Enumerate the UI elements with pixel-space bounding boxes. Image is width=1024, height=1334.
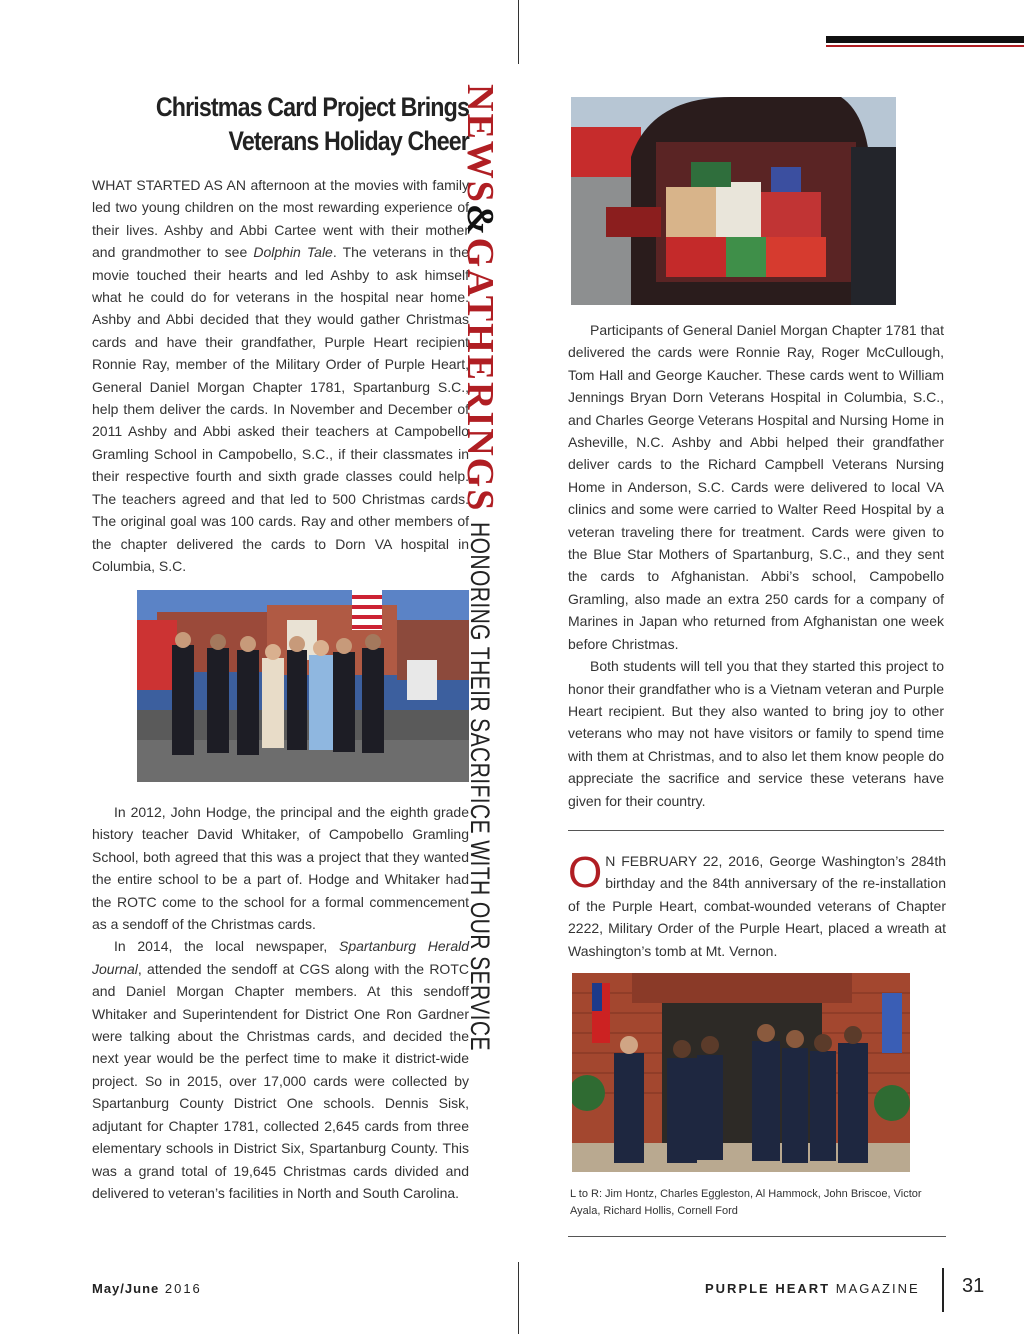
section-title-vertical: [460, 84, 500, 1200]
article-column-2-bottom: [568, 850, 946, 962]
footer-divider: [942, 1268, 944, 1312]
header-rule: [826, 36, 1024, 43]
bottom-rule: [568, 1236, 946, 1237]
headline-line-1: Christmas Card Project Brings: [155, 92, 469, 122]
section-title: NEWS&GATHERINGS: [459, 84, 501, 513]
article-separator: [568, 830, 944, 831]
paragraph-4: Participants of General Daniel Morgan Chapter 1781 that delivered the cards were Ronnie Ray, Roger McCullough, Tom Hall and George Kaucher. These cards went to William Jennings Bryan Dorn Veterans Hospital in Columbia, S.C., and Charles George Veterans Hospital and Nursing Home in Asheville, N.C. Ashby and Abbi helped their grandfather deliver cards to the Richard Campbell Veterans Nursing Home in Anderson, S.C. Cards were delivered to local VA clinics and some were carried to Walter Reed Hospital by a veteran traveling there for treatment. Cards were given to the Blue Star Mothers of Spartanburg, S.C., and they sent the cards to Afghanistan. Abbi’s school, Campobello Gramling, also made an extra 250 cards for a company of Marines in Japan who returned from Afghanistan one week before Christmas.: [568, 322, 944, 652]
paragraph-3-rest: , attended the sendoff at CGS along with the ROTC and Daniel Morgan Chapter members. At this sendoff Whitaker and Superintendent for District One Ron Gardner were talking about the Christmas cards, and decided the next year would be the perfect time to make it district-wide project. So in 2015, over 17,000 cards were collected by Spartanburg County District One schools. Dennis Sisk, adjutant for Chapter 1781, collected 2,645 cards from three elementary schools in District Six, Spartanburg County. This was a grand total of 19,645 Christmas cards divided and delivered to veteran’s facilities in North and South Carolina.: [92, 960, 469, 1201]
newspaper-title: Spartanburg Herald Journal: [92, 938, 469, 977]
page-number: 31: [962, 1275, 985, 1297]
paragraph-5: Both students will tell you that they started this project to honor their grandfather who is a Vietnam veteran and Purple Heart recipient. But they also wanted to bring joy to other veterans who may not have visitors or family to spend time with them at Christmas, and to also let them know people do appreciate the sacrifice and service these veterans have given for their country.: [568, 658, 944, 809]
section-subtitle: HONORING THEIR SACRIFICE WITH OUR SERVICE: [465, 522, 495, 1052]
paragraph-2: In 2012, John Hodge, the principal and the eighth grade history teacher David Whitaker, of Campobello Gramling School, both agreed that this was a project that they wanted the entire school to be a part of. Hodge and Whitaker had the ROTC come to the school for a formal commencement as a sendoff of the Christmas cards.: [92, 804, 469, 933]
paragraph-3-lead: In 2014, the local newspaper,: [114, 938, 340, 955]
paragraph-1-lead: WHAT STARTED AS AN afternoon at the movies with family led two young children on the most rewarding experience of their lives. Ashby and Abbi Cartee went with their mother and grandmother to see: [92, 177, 469, 261]
column-divider-bottom: [518, 1262, 519, 1334]
footer-magazine-name: PURPLE HEART MAGAZINE: [705, 1281, 920, 1296]
header-rule-accent: [826, 45, 1024, 47]
drop-cap: O: [568, 848, 603, 897]
article-headline: [145, 90, 469, 158]
paragraph-6: N FEBRUARY 22, 2016, George Washington’s 284th birthday and the 84th anniversary of the re-installation of the Purple Heart, combat-wounded veterans of Chapter 2222, Military Order of the Purple Heart, placed a wreath at Washington’s tomb at Mt. Vernon.: [568, 853, 946, 959]
article-column-2-top: [568, 319, 944, 812]
article-column-1-top: [92, 174, 469, 577]
article-column-1-bottom: [92, 801, 469, 1204]
movie-title: Dolphin Tale: [253, 244, 333, 261]
footer-issue-date: May/June 2016: [92, 1281, 202, 1296]
column-divider-top: [518, 0, 519, 64]
photo-group-school: [137, 590, 469, 782]
headline-line-2: Veterans Holiday Cheer: [228, 126, 469, 156]
photo-caption: L to R: Jim Hontz, Charles Eggleston, Al Hammock, John Briscoe, Victor Ayala, Richard Hollis, Cornell Ford: [570, 1188, 922, 1217]
photo-veterans-tomb: [572, 973, 910, 1172]
paragraph-1-rest: . The veterans in the movie touched their hearts and led Ashby to ask himself what he could do for veterans in the hospital near home. Ashby and Abbi decided that they would gather Christmas cards and have their grandfather, Purple Heart recipient Ronnie Ray, member of the Military Order of Purple Heart, General Daniel Morgan Chapter 1781, Spartanburg S.C., help them deliver the cards. In November and December of 2011 Ashby and Abbi asked their teachers at Campobello Gramling School in Campobello, S.C., if their classmates in their respective fourth and sixth grade classes could help. The teachers agreed and that led to 500 Christmas cards. The original goal was 100 cards. Ray and other members of the chapter delivered the cards to Dorn VA hospital in Columbia, S.C.: [92, 244, 469, 574]
photo-car-trunk: [571, 97, 896, 305]
